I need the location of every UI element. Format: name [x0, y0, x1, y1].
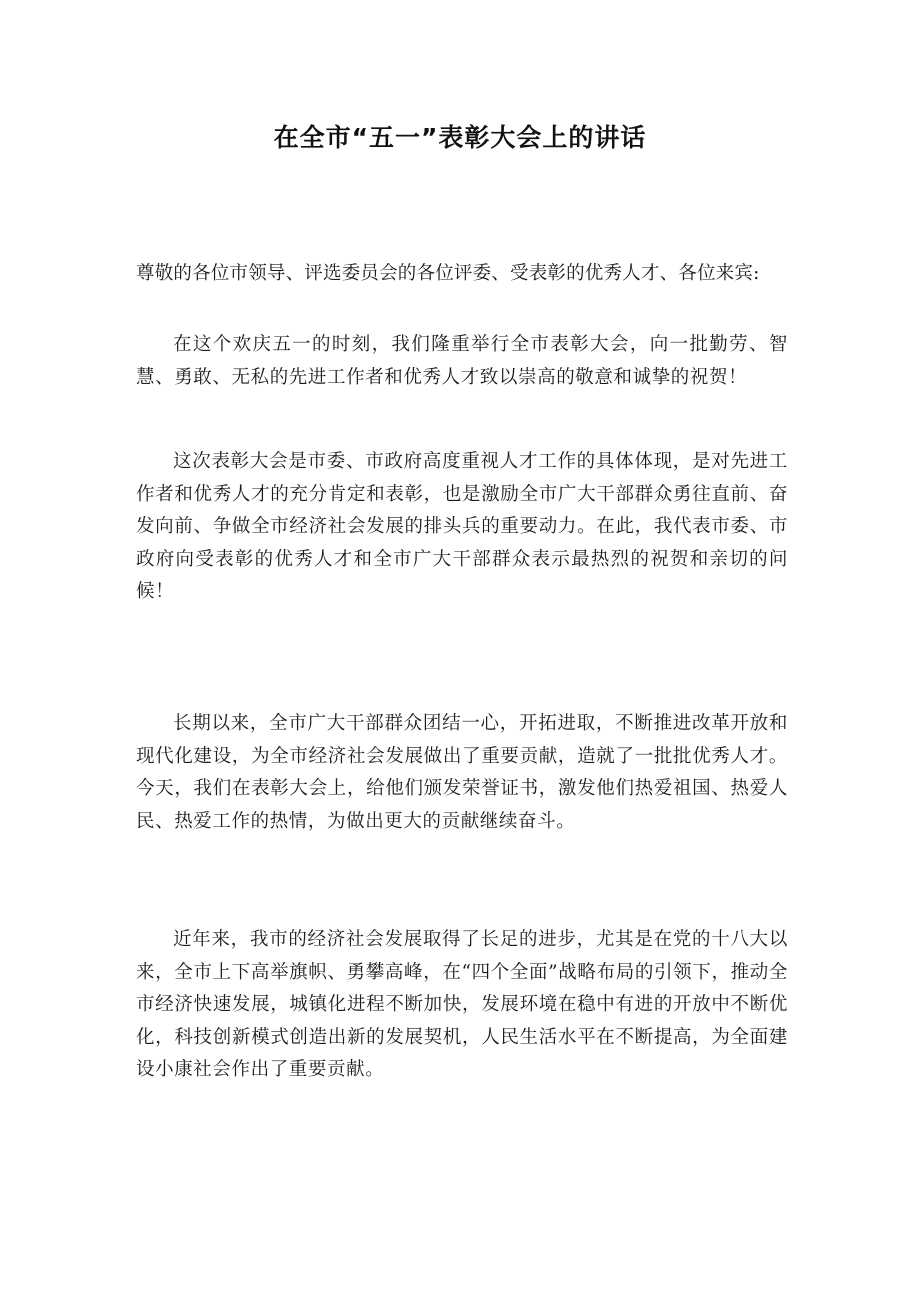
paragraph-4: 近年来，我市的经济社会发展取得了长足的进步，尤其是在党的十八大以来，全市上下高举旗帜、勇攀高峰，在“四个全面”战略布局的引领下，推动全市经济快速发展，城镇化进程不断加快，发展环境在稳中有进的开放中不断优化，科技创新模式创造出新的发展契机，人民生活水平在不断提高，为全面建设小康社会作出了重要贡献。: [136, 929, 788, 1080]
paragraph-1: 在这个欢庆五一的时刻，我们隆重举行全市表彰大会，向一批勤劳、智慧、勇敢、无私的先进工作者和优秀人才致以崇高的敬意和诚挚的祝贺！: [136, 334, 788, 388]
paragraph-2: 这次表彰大会是市委、市政府高度重视人才工作的具体体现，是对先进工作者和优秀人才的充分肯定和表彰，也是激励全市广大干部群众勇往直前、奋发向前、争做全市经济社会发展的排头兵的重要动力。在此，我代表市委、市政府向受表彰的优秀人才和全市广大干部群众表示最热烈的祝贺和亲切的问候！: [136, 451, 788, 602]
paragraph-3: 长期以来，全市广大干部群众团结一心，开拓进取，不断推进改革开放和现代化建设，为全市经济社会发展做出了重要贡献，造就了一批批优秀人才。今天，我们在表彰大会上，给他们颁发荣誉证书，激发他们热爱祖国、热爱人民、热爱工作的热情，为做出更大的贡献继续奋斗。: [136, 713, 788, 832]
document-title: 在全市“五一”表彰大会上的讲话: [273, 123, 647, 152]
salutation: 尊敬的各位市领导、评选委员会的各位评委、受表彰的优秀人才、各位来宾:: [136, 263, 760, 284]
